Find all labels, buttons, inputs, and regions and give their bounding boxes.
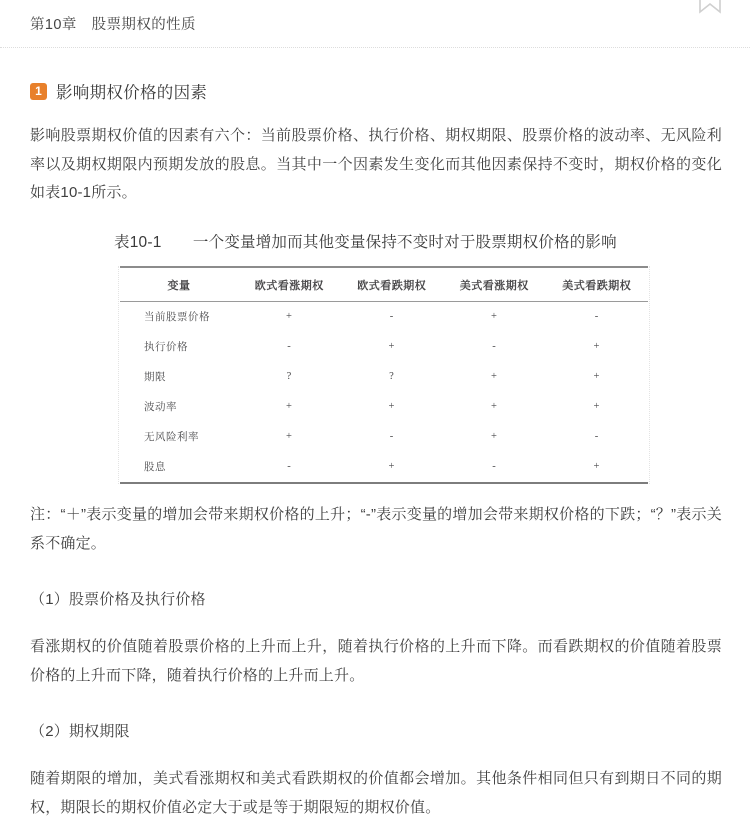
cell-symbol: + xyxy=(286,311,293,322)
cell-symbol: + xyxy=(388,401,395,412)
cell-symbol: + xyxy=(286,431,293,442)
table-cell xyxy=(341,362,444,392)
table-row-label: 股息 xyxy=(120,452,238,484)
table-col-header: 变量 xyxy=(120,267,238,302)
table-col-header: 美式看涨期权 xyxy=(443,267,546,302)
table-cell xyxy=(443,332,546,362)
table-cell xyxy=(341,452,444,484)
table-body xyxy=(120,301,648,483)
page-content xyxy=(0,79,750,822)
table-cell xyxy=(546,332,649,362)
bookmark-icon[interactable] xyxy=(697,0,723,18)
table-cell xyxy=(443,392,546,422)
cell-symbol: - xyxy=(492,341,497,352)
table-head xyxy=(120,267,648,302)
cell-symbol: - xyxy=(287,341,292,352)
table-header-row xyxy=(120,267,648,302)
table-row-label: 无风险利率 xyxy=(144,432,199,443)
cell-symbol: + xyxy=(593,401,600,412)
table-cell xyxy=(238,332,341,362)
cell-symbol: + xyxy=(593,371,600,382)
table-cell xyxy=(238,301,341,332)
table-row-label: 波动率 xyxy=(144,402,177,413)
table-cell xyxy=(546,452,649,484)
cell-symbol: - xyxy=(594,431,599,442)
option-price-factors-table xyxy=(120,266,648,485)
table-block xyxy=(30,230,722,485)
table-col-header: 美式看跌期权 xyxy=(546,267,649,302)
table-row xyxy=(120,452,648,484)
table-cell xyxy=(238,452,341,484)
table-caption: 表10-1 一个变量增加而其他变量保持不变时对于股票期权价格的影响 xyxy=(114,233,617,251)
table-cell xyxy=(341,422,444,452)
table-cell xyxy=(443,422,546,452)
table-cell xyxy=(238,392,341,422)
table-row xyxy=(120,301,648,332)
cell-symbol: + xyxy=(491,371,498,382)
intro-paragraph: 影响股票期权价值的因素有六个：当前股票价格、执行价格、期权期限、股票价格的波动率、无风险利率以及期权期限内预期发放的股息。当其中一个因素发生变化而其他因素保持不变时，期权价格的变化如表10-1所示。 xyxy=(30,127,722,201)
header-divider xyxy=(0,47,750,48)
cell-symbol: - xyxy=(492,461,497,472)
table-cell xyxy=(238,422,341,452)
cell-symbol: + xyxy=(593,461,600,472)
chapter-title: 第10章 股票期权的性质 xyxy=(30,17,196,33)
cell-symbol: + xyxy=(388,341,395,352)
table-row-label: 当前股票价格 xyxy=(144,312,210,323)
table-cell xyxy=(238,362,341,392)
table-row xyxy=(120,332,648,362)
table-cell xyxy=(443,301,546,332)
section-heading-label: 影响期权价格的因素 xyxy=(56,84,208,102)
table-cell xyxy=(546,362,649,392)
table-row-label: 期限 xyxy=(144,372,166,383)
subsection-2-heading: （2）期权期限 xyxy=(30,723,130,740)
page-header xyxy=(0,0,750,47)
table-col-header: 欧式看跌期权 xyxy=(341,267,444,302)
table-cell xyxy=(546,422,649,452)
table-cell xyxy=(341,301,444,332)
cell-symbol: ? xyxy=(389,371,395,382)
cell-symbol: + xyxy=(286,401,293,412)
cell-symbol: - xyxy=(389,431,394,442)
cell-symbol: + xyxy=(388,461,395,472)
cell-symbol: - xyxy=(389,311,394,322)
table-note: 注：“＋”表示变量的增加会带来期权价格的上升；“-”表示变量的增加会带来期权价格的下跌；“？”表示关系不确定。 xyxy=(30,506,722,552)
table-col-header: 欧式看涨期权 xyxy=(238,267,341,302)
table-cell xyxy=(341,392,444,422)
table-cell xyxy=(546,392,649,422)
subsection-1-body: 看涨期权的价值随着股票价格的上升而上升，随着执行价格的上升而下降。而看跌期权的价值随着股票价格的上升而下降，随着执行价格的上升而上升。 xyxy=(30,638,722,684)
subsection-1-heading: （1）股票价格及执行价格 xyxy=(30,591,206,608)
table-cell xyxy=(546,301,649,332)
cell-symbol: - xyxy=(594,311,599,322)
cell-symbol: + xyxy=(491,311,498,322)
cell-symbol: - xyxy=(287,461,292,472)
table-row xyxy=(120,422,648,452)
cell-symbol: + xyxy=(593,341,600,352)
cell-symbol: ? xyxy=(286,371,292,382)
cell-symbol: + xyxy=(491,401,498,412)
table-cell xyxy=(443,362,546,392)
section-number-badge: 1 xyxy=(30,83,47,100)
subsection-2-body: 随着期限的增加，美式看涨期权和美式看跌期权的价值都会增加。其他条件相同但只有到期日不同的期权，期限长的期权价值必定大于或是等于期限短的期权价值。 xyxy=(30,770,722,816)
section-heading xyxy=(30,79,722,103)
table-container xyxy=(118,266,650,485)
cell-symbol: + xyxy=(491,431,498,442)
table-row xyxy=(120,362,648,392)
table-row xyxy=(120,392,648,422)
table-cell xyxy=(443,452,546,484)
table-cell xyxy=(341,332,444,362)
table-row-label: 执行价格 xyxy=(144,342,188,353)
